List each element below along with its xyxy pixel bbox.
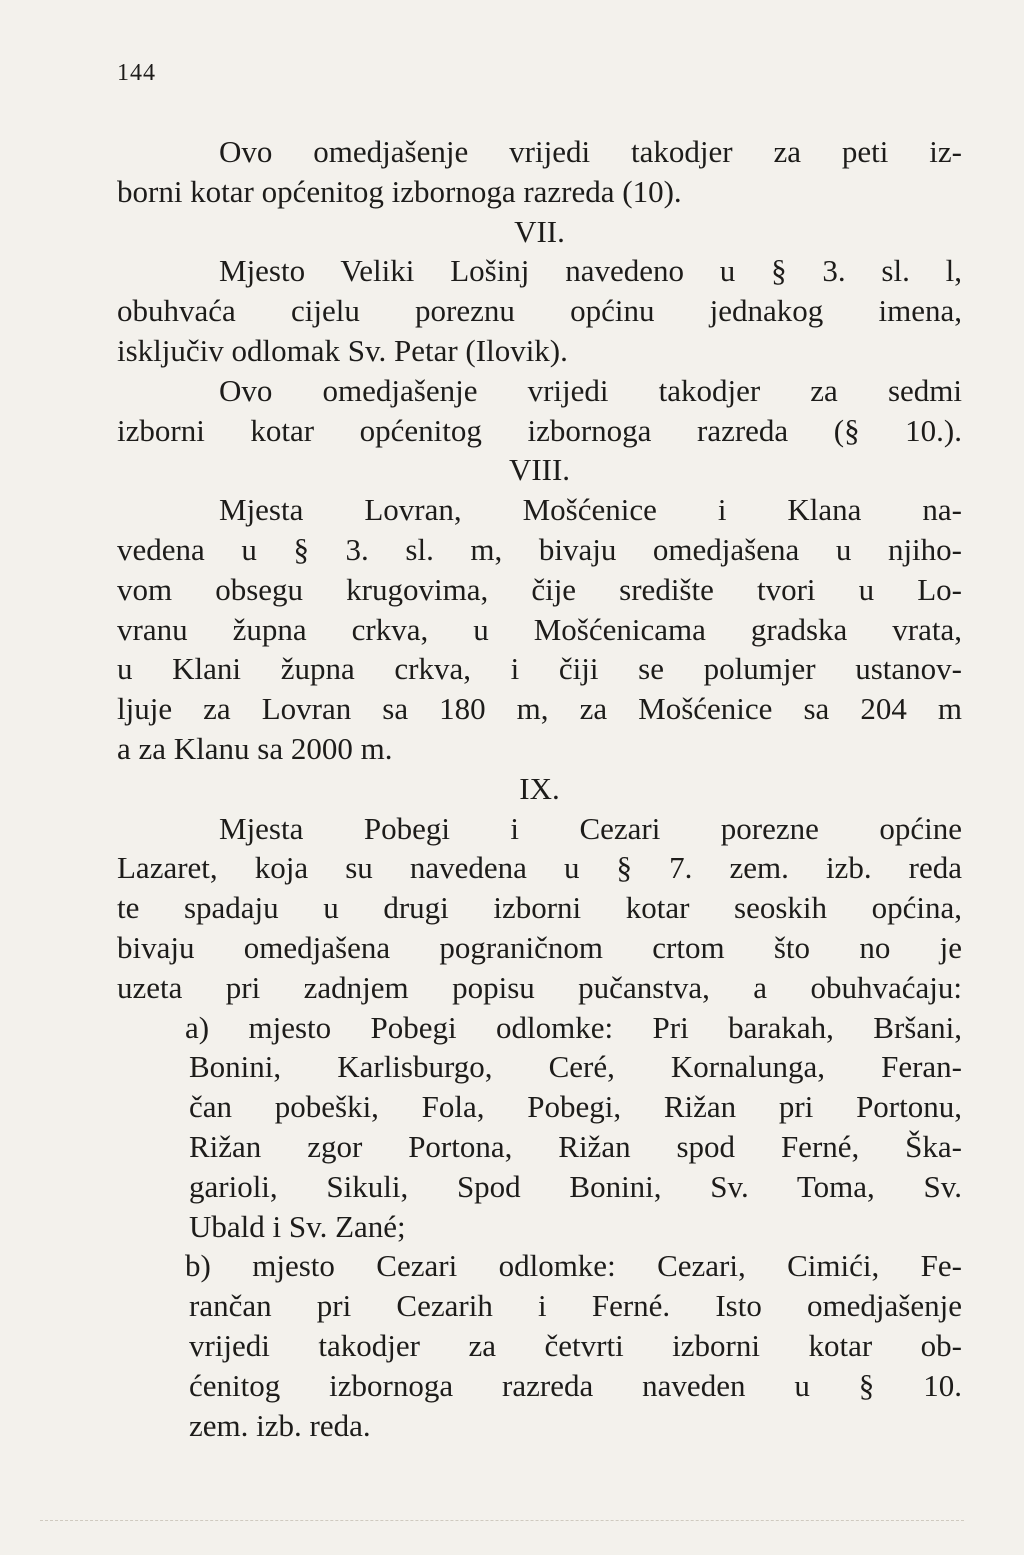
text-line: Bonini, Karlisburgo, Ceré, Kornalunga, Feran- [189, 1049, 962, 1085]
body-text [117, 132, 962, 1445]
page-edge-divider [40, 1520, 964, 1521]
text-line: rančan pri Cezarih i Ferné. Isto omedjašenje [189, 1288, 962, 1324]
text-line: vom obsegu krugovima, čije središte tvori u Lo- [117, 571, 962, 607]
text-line: Mjesta Lovran, Mošćenice i Klana na- [219, 492, 962, 528]
section-heading: IX. [519, 770, 560, 806]
text-line: vrijedi takodjer za četvrti izborni kotar ob- [189, 1327, 962, 1363]
text-line: Ubald i Sv. Zané; [189, 1208, 406, 1244]
text-line: Mjesto Veliki Lošinj navedeno u § 3. sl. l, [219, 253, 962, 289]
list-item-b: b) mjesto Cezari odlomke: Cezari, Cimići, Fe- [185, 1248, 962, 1284]
list-item-a: a) mjesto Pobegi odlomke: Pri barakah, Bršani, [185, 1009, 962, 1045]
text-line: vranu župna crkva, u Mošćenicama gradska vrata, [117, 611, 962, 647]
text-line: a za Klanu sa 2000 m. [117, 730, 393, 766]
text-line: vedena u § 3. sl. m, bivaju omedjašena u njiho- [117, 531, 962, 567]
text-line: Mjesta Pobegi i Cezari porezne općine [219, 810, 962, 846]
text-line: Rižan zgor Portona, Rižan spod Ferné, Ška- [189, 1128, 962, 1164]
text-line: zem. izb. reda. [189, 1407, 371, 1443]
text-line: isključiv odlomak Sv. Petar (Ilovik). [117, 332, 568, 368]
text-line: borni kotar općenitog izbornoga razreda (10). [117, 173, 682, 209]
text-line: obuhvaća cijelu poreznu općinu jednakog imena, [117, 293, 962, 329]
section-heading: VIII. [508, 452, 571, 488]
text-line: u Klani župna crkva, i čiji se polumjer ustanov- [117, 651, 962, 687]
text-line: Ovo omedjašenje vrijedi takodjer za sedmi [219, 372, 962, 408]
text-line: Lazaret, koja su navedena u § 7. zem. izb. reda [117, 850, 962, 886]
text-line: ljuje za Lovran sa 180 m, za Mošćenice sa 204 m [117, 691, 962, 727]
text-line: garioli, Sikuli, Spod Bonini, Sv. Toma, Sv. [189, 1168, 962, 1204]
text-line: Ovo omedjašenje vrijedi takodjer za peti iz- [219, 134, 962, 169]
text-line: čan pobeški, Fola, Pobegi, Rižan pri Portonu, [189, 1089, 962, 1125]
text-line: ćenitog izbornoga razreda naveden u § 10. [189, 1367, 962, 1403]
text-line: uzeta pri zadnjem popisu pučanstva, a obuhvaćaju: [117, 969, 962, 1005]
text-line: bivaju omedjašena pograničnom crtom što no je [117, 929, 962, 965]
text-line: te spadaju u drugi izborni kotar seoskih općina, [117, 890, 962, 926]
page-number: 144 [117, 60, 156, 86]
section-heading: VII. [514, 213, 565, 249]
text-line: izborni kotar općenitog izbornoga razreda (§ 10.). [117, 412, 962, 448]
